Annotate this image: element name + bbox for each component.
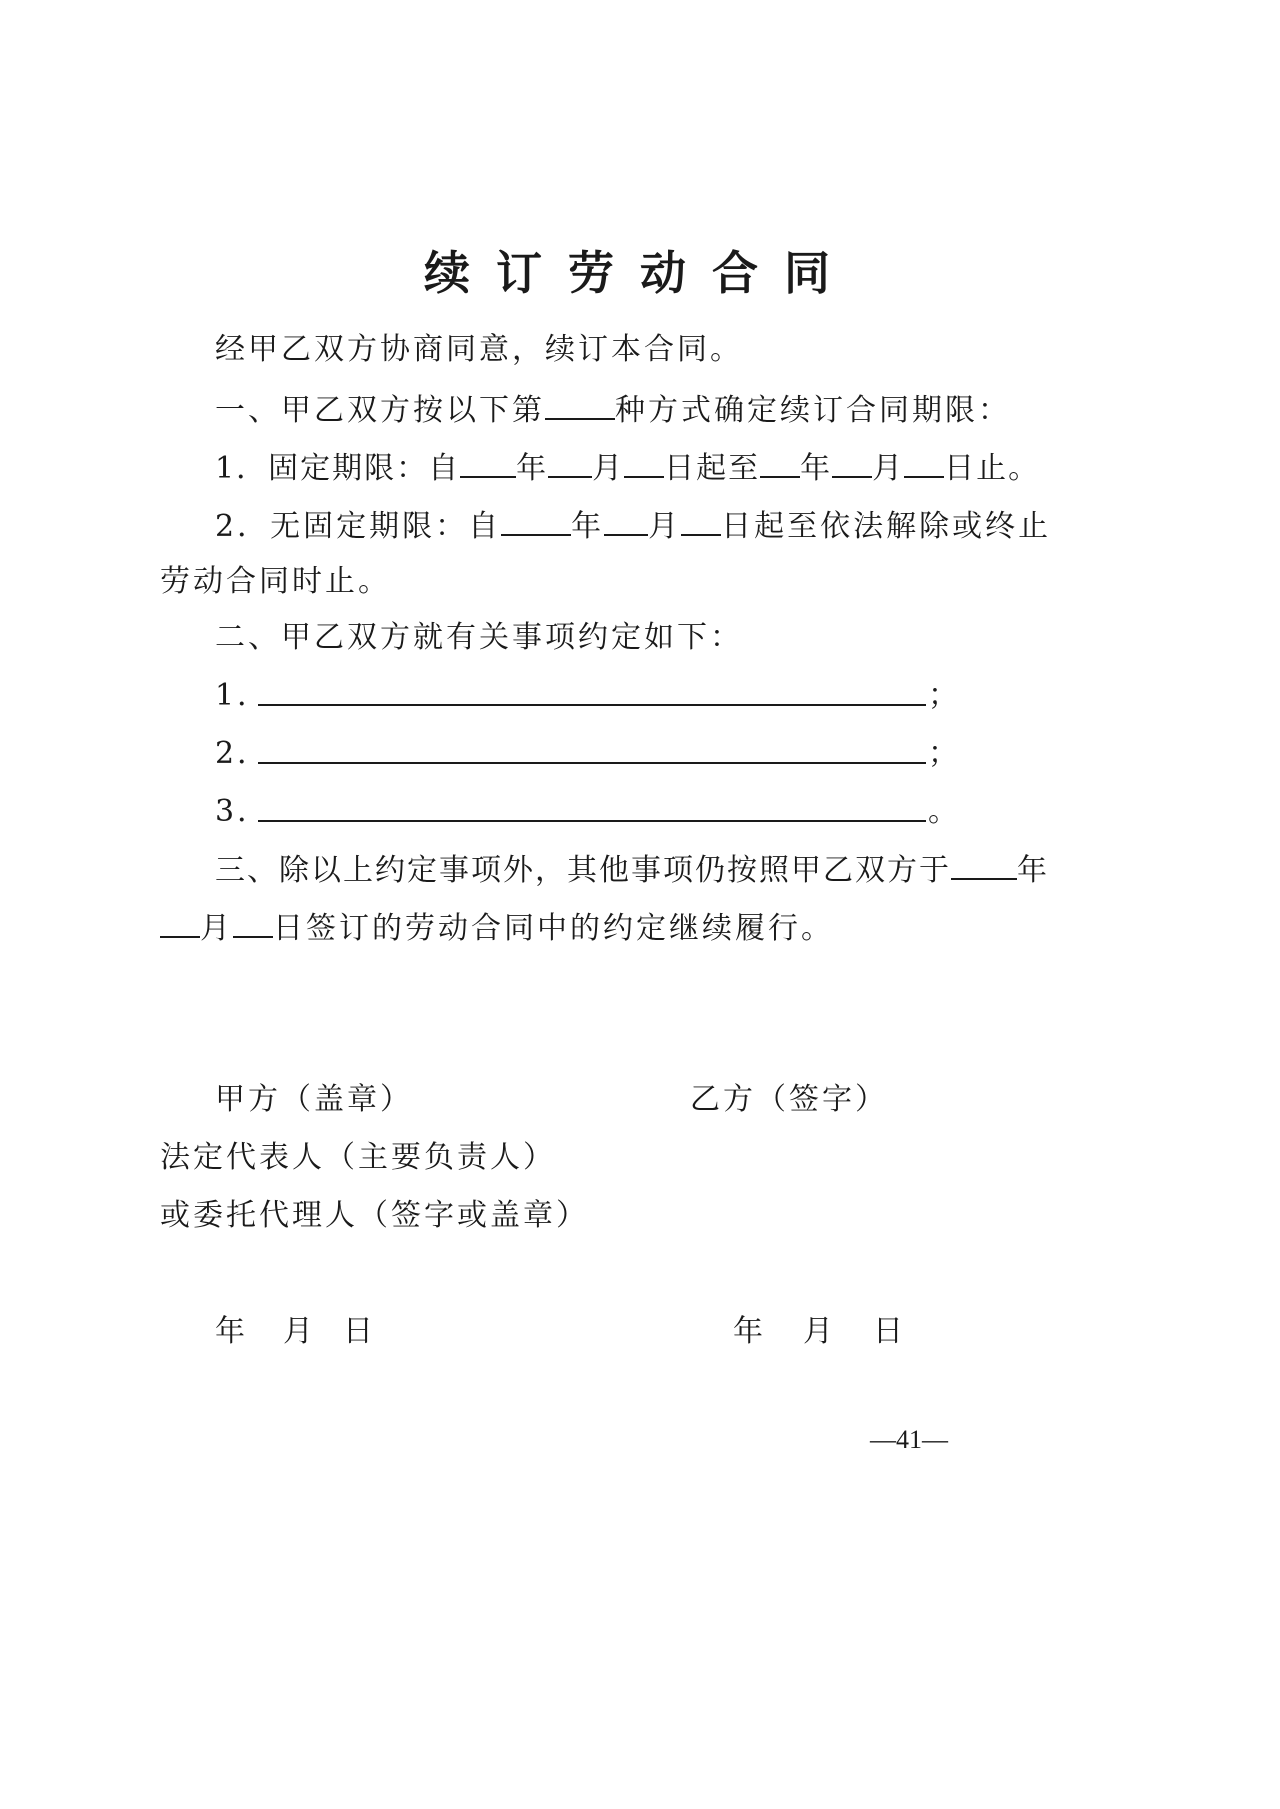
item-3-end: 。 xyxy=(928,794,961,829)
open-term-line-2: 劳动合同时止。 xyxy=(160,564,391,599)
prior-contract-year-blank[interactable] xyxy=(951,848,1017,880)
clause-1-text-before: 一、甲乙双方按以下第 xyxy=(215,393,545,428)
fixed-end-year-blank[interactable] xyxy=(760,446,800,478)
day-end-label: 日止。 xyxy=(944,451,1041,486)
item-1-end: ； xyxy=(928,678,961,713)
party-a-date-day: 日 xyxy=(343,1314,376,1349)
month-label: 月 xyxy=(648,509,682,544)
item-1-number: 1． xyxy=(215,678,271,713)
fixed-term-line xyxy=(215,446,1040,489)
fixed-term-prefix: 1．固定期限：自 xyxy=(215,451,461,486)
method-number-blank[interactable] xyxy=(545,388,615,420)
month-label: 月 xyxy=(592,451,625,486)
clause-2: 二、甲乙双方就有关事项约定如下： xyxy=(215,620,743,655)
item-3-number: 3． xyxy=(215,794,271,829)
fixed-start-month-blank[interactable] xyxy=(548,446,592,478)
year-label: 年 xyxy=(800,451,833,486)
prior-contract-month-blank[interactable] xyxy=(160,906,200,938)
month-label: 月 xyxy=(872,451,905,486)
clause-3-line-1 xyxy=(215,848,1049,891)
prior-contract-day-blank[interactable] xyxy=(233,906,273,938)
fixed-end-month-blank[interactable] xyxy=(832,446,872,478)
fixed-start-year-blank[interactable] xyxy=(460,446,516,478)
party-b-date-day: 日 xyxy=(873,1314,906,1349)
clause-3-text: 三、除以上约定事项外，其他事项仍按照甲乙双方于 xyxy=(215,853,951,888)
party-a-date-month: 月 xyxy=(283,1314,316,1349)
open-start-month-blank[interactable] xyxy=(604,504,648,536)
month-label: 月 xyxy=(200,911,233,946)
open-term-prefix: 2．无固定期限：自 xyxy=(215,509,502,544)
item-1-blank[interactable] xyxy=(258,704,926,706)
party-a-seal-label: 甲方（盖章） xyxy=(215,1082,413,1117)
day-from-label: 日起至 xyxy=(664,451,761,486)
party-b-date-month: 月 xyxy=(803,1314,836,1349)
clause-1 xyxy=(215,388,1011,431)
year-label: 年 xyxy=(571,509,605,544)
authorized-agent-label: 或委托代理人（签字或盖章） xyxy=(160,1198,589,1233)
item-2-number: 2． xyxy=(215,736,271,771)
page-number: —41— xyxy=(870,1425,948,1454)
clause-3-rest: 日签订的劳动合同中的约定继续履行。 xyxy=(273,911,834,946)
party-b-sign-label: 乙方（签字） xyxy=(690,1082,888,1117)
open-start-day-blank[interactable] xyxy=(681,504,721,536)
open-term-line xyxy=(215,504,1051,547)
clause-3-line-2 xyxy=(160,906,834,949)
item-2-blank[interactable] xyxy=(258,762,926,764)
item-2-end: ； xyxy=(928,736,961,771)
document-title: 续订劳动合同 xyxy=(424,246,856,300)
legal-representative-label: 法定代表人（主要负责人） xyxy=(160,1140,556,1175)
intro-paragraph: 经甲乙双方协商同意，续订本合同。 xyxy=(215,332,743,367)
fixed-end-day-blank[interactable] xyxy=(904,446,944,478)
open-term-suffix: 日起至依法解除或终止 xyxy=(721,509,1052,544)
party-a-date-year: 年 xyxy=(215,1314,248,1349)
party-b-date-year: 年 xyxy=(733,1314,766,1349)
item-3-blank[interactable] xyxy=(258,820,926,822)
year-label: 年 xyxy=(516,451,549,486)
year-label: 年 xyxy=(1017,853,1049,888)
fixed-start-day-blank[interactable] xyxy=(624,446,664,478)
clause-1-text-after: 种方式确定续订合同期限： xyxy=(615,393,1011,428)
open-start-year-blank[interactable] xyxy=(501,504,571,536)
